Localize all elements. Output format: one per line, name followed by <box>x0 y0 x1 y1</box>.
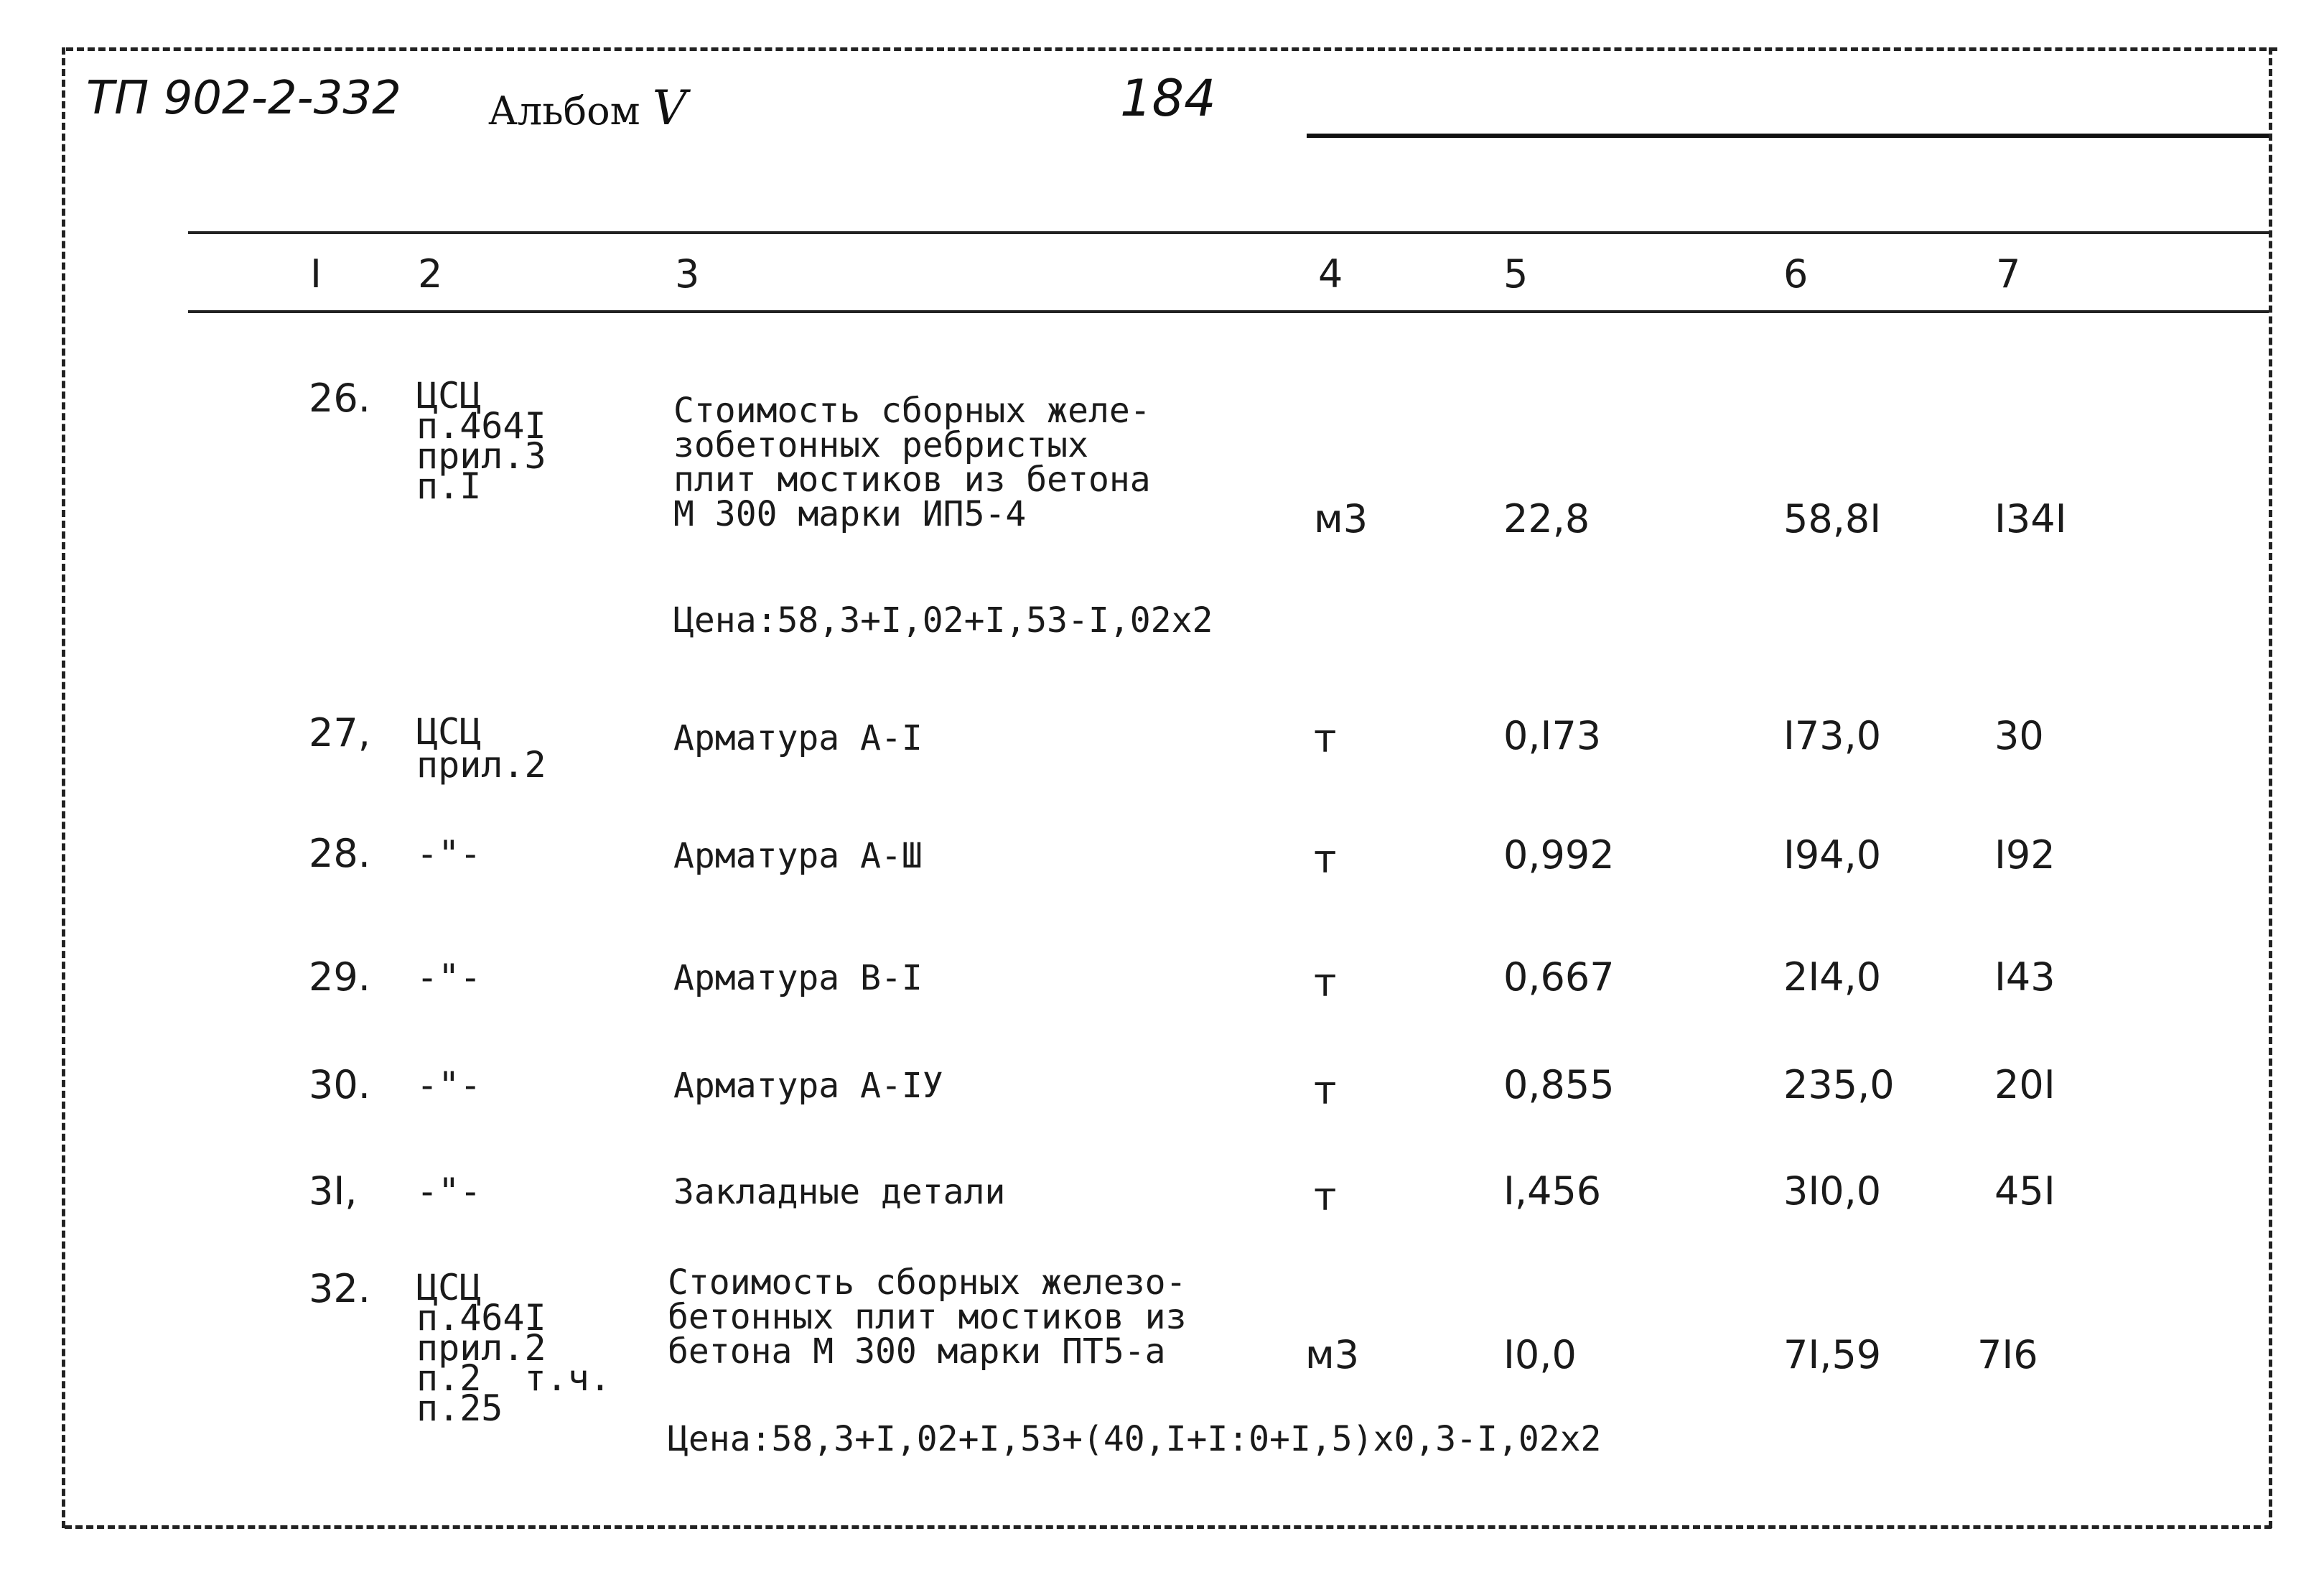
row-description: Закладные детали <box>673 1172 1006 1212</box>
row-unit: т <box>1314 1174 1337 1219</box>
row-price: I73,0 <box>1783 713 1882 758</box>
row-reference: ЦСЦ п.464I прил.3 п.I <box>416 375 546 507</box>
column-header-3: 3 <box>675 251 700 297</box>
row-description: Стоимость сборных желе- зобетонных ребристых плит мостиков из бетона М 300 марки ИП5-4 <box>673 391 1151 534</box>
document-code: ТП 902-2-332 <box>86 72 401 125</box>
row-unit: т <box>1314 716 1337 761</box>
row-reference: -"- <box>416 957 482 998</box>
frame-border-top <box>66 47 2277 51</box>
row-reference: ЦСЦ п.464I прил.2 п.2 т.ч. п.25 <box>416 1267 611 1429</box>
row-total: 7I6 <box>1977 1332 2038 1377</box>
row-quantity: I0,0 <box>1503 1332 1577 1377</box>
row-number: 26. <box>309 376 370 421</box>
row-number: 32. <box>309 1266 370 1311</box>
row-description: Арматура А-Ш <box>673 836 923 876</box>
column-header-1: I <box>310 251 322 297</box>
row-unit: т <box>1314 837 1337 882</box>
row-price: 58,8I <box>1783 496 1882 541</box>
column-header-7: 7 <box>1996 251 2021 297</box>
album-volume: V <box>652 80 687 136</box>
row-reference: -"- <box>416 833 482 875</box>
column-header-5: 5 <box>1503 251 1529 297</box>
row-total: 30 <box>1994 713 2044 758</box>
row-quantity: I,456 <box>1503 1168 1602 1214</box>
row-unit: т <box>1314 960 1337 1005</box>
row-total: I34I <box>1994 496 2067 541</box>
row-price-note: Цена:58,3+I,02+I,53+(40,I+I:0+I,5)x0,3-I,02x2 <box>668 1419 1602 1459</box>
row-number: 27, <box>309 710 370 755</box>
row-quantity: 22,8 <box>1503 496 1590 541</box>
page-number: 184 <box>1120 69 1216 128</box>
row-number: 30. <box>309 1062 370 1107</box>
row-price: I94,0 <box>1783 832 1882 878</box>
column-header-6: 6 <box>1783 251 1809 297</box>
row-price: 235,0 <box>1783 1062 1895 1107</box>
row-reference: ЦСЦ прил.2 <box>416 711 546 786</box>
row-description: Арматура А-IУ <box>673 1066 943 1106</box>
row-price-note: Цена:58,3+I,02+I,53-I,02x2 <box>673 600 1213 641</box>
row-reference: -"- <box>416 1171 482 1212</box>
row-number: 28. <box>309 831 370 876</box>
album-label <box>488 80 686 136</box>
frame-border-bottom <box>65 1525 2272 1529</box>
row-reference: -"- <box>416 1064 482 1106</box>
row-unit: м3 <box>1305 1332 1360 1377</box>
row-total: 45I <box>1994 1168 2055 1214</box>
row-quantity: 0,855 <box>1503 1062 1615 1107</box>
row-description: Арматура В-I <box>673 958 923 998</box>
row-total: 20I <box>1994 1062 2055 1107</box>
column-header-4: 4 <box>1318 251 1343 297</box>
table-header-rule <box>188 310 2269 313</box>
row-price: 7I,59 <box>1783 1332 1882 1377</box>
column-header-2: 2 <box>418 251 443 297</box>
title-underline <box>1307 134 2269 138</box>
frame-border-right <box>2269 47 2272 1528</box>
frame-border-left <box>62 47 65 1528</box>
row-price: 2I4,0 <box>1783 954 1882 1000</box>
row-quantity: 0,992 <box>1503 832 1615 878</box>
row-quantity: 0,I73 <box>1503 713 1602 758</box>
album-label-text: Альбом <box>488 88 640 134</box>
row-total: I43 <box>1994 954 2055 1000</box>
row-unit: м3 <box>1314 496 1368 541</box>
row-description: Арматура А-I <box>673 718 923 758</box>
row-unit: т <box>1314 1068 1337 1113</box>
row-number: 3I, <box>309 1168 358 1214</box>
row-number: 29. <box>309 954 370 1000</box>
row-description: Стоимость сборных железо- бетонных плит мостиков из бетона М 300 марки ПТ5-а <box>668 1262 1187 1372</box>
row-quantity: 0,667 <box>1503 954 1615 1000</box>
row-price: 3I0,0 <box>1783 1168 1882 1214</box>
row-total: I92 <box>1994 832 2055 878</box>
table-top-rule <box>188 231 2269 234</box>
